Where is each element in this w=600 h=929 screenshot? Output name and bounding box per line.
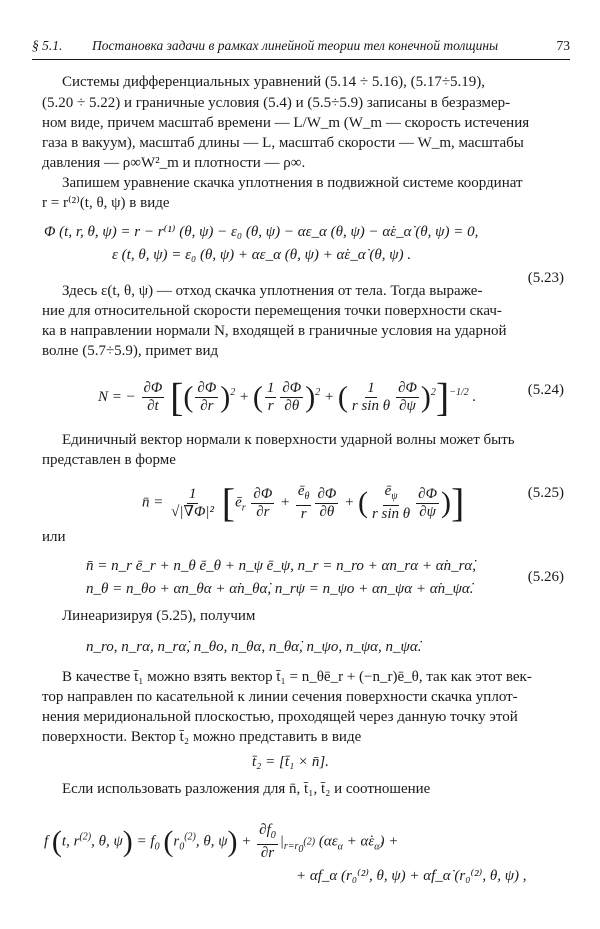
header-section: § 5.1. <box>32 38 63 53</box>
paragraph-line: Линеаризируя (5.25), получим <box>62 608 256 624</box>
paragraph-line: ном виде, причем масштаб времени — L/W_m (W_m — скорость истечения <box>42 115 530 131</box>
equation-5-26-line2: n_θ = n_θo + αn_θα + α̇n_θα̇, n_rψ = n_ψo + αn_ψα + α̇n_ψα̇. <box>86 581 474 597</box>
paragraph-line: представлен в форме <box>42 452 176 468</box>
paragraph-line: или <box>42 529 66 545</box>
paragraph-line: Запишем уравнение скачка уплотнения в подвижной системе координат <box>62 175 523 191</box>
equation-number: (5.25) <box>527 485 564 501</box>
coefficient-list: n_ro, n_rα, n_rα̇, n_θo, n_θα, n_θα̇, n_ψo, n_ψα, n_ψα̇. <box>86 639 422 655</box>
equation-5-23-line2: ε (t, θ, ψ) = ε₀ (θ, ψ) + αε_α (θ, ψ) + α̇ε_α̇ (θ, ψ) . <box>112 247 412 263</box>
page-number: 73 <box>556 38 570 53</box>
paragraph-line: Единичный вектор нормали к поверхности ударной волны может быть <box>62 432 515 448</box>
paragraph-line: давления — ρ∞W²_m и плотности — ρ∞. <box>42 155 306 171</box>
equation-number: (5.23) <box>527 270 564 286</box>
equation-t2: t̄₂ = [t̄₁ × n̄]. <box>252 754 329 770</box>
header-title: Постановка задачи в рамках линейной теории тел конечной толщины <box>92 38 499 53</box>
paragraph-line: Системы дифференциальных уравнений (5.14 ÷ 5.16), (5.17÷5.19), <box>62 74 486 90</box>
running-header <box>32 38 570 58</box>
equation-5-23-line1: Φ (t, r, θ, ψ) = r − r⁽¹⁾ (θ, ψ) − ε₀ (θ, ψ) − αε_α (θ, ψ) − α̇ε_α̇ (θ, ψ) = 0, <box>44 224 479 240</box>
paragraph-line: (5.20 ÷ 5.22) и граничные условия (5.4) и (5.5÷5.9) записаны в безразмер- <box>42 95 511 111</box>
equation-number: (5.26) <box>527 569 564 585</box>
equation-number: (5.24) <box>527 382 564 398</box>
equation-5-24: N = − $\frac{\partial\Phi}{\partial t}$ [( $\frac{\partial\Phi}{\partial r}$ )$^2$ + ( $\frac{1}{r}$ $\frac{\partial\Phi}{\partial\theta}$ )$^2$ + ( $\frac{1}{\text{r sin θ}}$ $\frac{\partial\Phi}{\partial\psi}$ )$^2$]$^{-1/2}$ . <box>98 374 477 420</box>
paragraph-line: ка в направлении нормали N, входящей в граничные условия на ударной <box>42 323 507 339</box>
paragraph-line: В качестве t̄₁ можно взять вектор t̄₁ = n_θē_r + (−n_r)ē_θ, так как этот век- <box>62 669 532 685</box>
paragraph-line: Если использовать разложения для n̄, t̄₁, t̄₂ и соотношение <box>62 781 431 797</box>
equation-5-26-line1: n̄ = n_r ē_r + n_θ ē_θ + n_ψ ē_ψ, n_r = n_ro + αn_rα + α̇n_rα̇, <box>86 558 477 574</box>
paragraph-line: газа в вакуум), масштаб длины — L, масштаб скорости — W_m, масштабы <box>42 135 524 151</box>
paragraph-line: тор направлен по касательной к линии сечения поверхности скачка уплот- <box>42 689 518 705</box>
paragraph-line: Здесь ε(t, θ, ψ) — отход скачка уплотнения от тела. Тогда выраже- <box>62 283 483 299</box>
header-rule <box>32 59 570 60</box>
expansion-line2: + αf_α (r₀⁽²⁾, θ, ψ) + α̇f_α̇ (r₀⁽²⁾, θ, ψ) , <box>296 868 527 884</box>
paragraph-line: ние для относительной скорости перемещения точки поверхности скач- <box>42 303 502 319</box>
equation-5-25: n̄ = $\frac{1}{\text{√|∇Φ|²}}$ [$ē_r$ $\frac{\partial\Phi}{\partial r}$ + $\frac{ē_\theta}{r}$ $\frac{\partial\Phi}{\partial\theta}$ + ( $\frac{ē_\psi}{\text{r sin θ}}$ $\frac{\partial\Phi}{\partial\psi}$ )] <box>142 480 465 525</box>
paragraph-line: нения меридиональной плоскостью, проходящей через данную точку этой <box>42 709 518 725</box>
expansion-line1: f (t, $r^{(2)}$, θ, $\psi) = f_0$ ($r_0^{(2)}$, θ, ψ) + $\frac{\partial f_0}{\partial r}$ $|_{r=r_0^{(2)}}$ ($\alpha\varepsilon_\alpha$ + $\alphȧ\varepsilon_{\alphȧ}$) + <box>44 822 399 861</box>
paragraph-line: поверхности. Вектор t̄₂ можно представить в виде <box>42 729 362 745</box>
paragraph-line: волне (5.7÷5.9), примет вид <box>42 343 219 359</box>
paragraph-line: r = r⁽²⁾(t, θ, ψ) в виде <box>42 195 170 211</box>
